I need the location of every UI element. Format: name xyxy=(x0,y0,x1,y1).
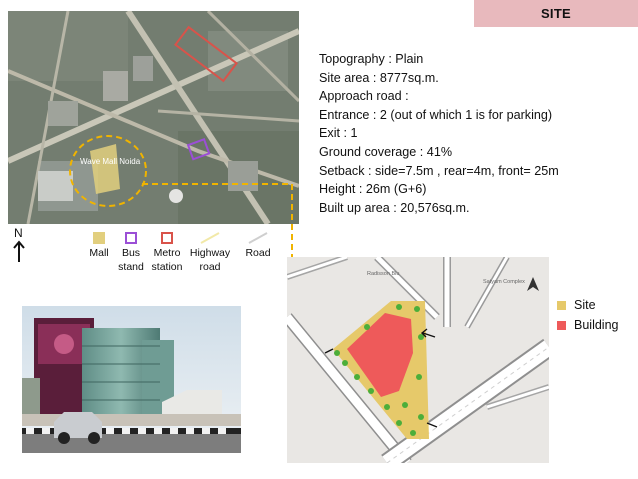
legend-swatch xyxy=(93,232,105,244)
detail-setback: Setback : side=7.5m , rear=4m, front= 25m xyxy=(319,163,559,178)
plan-legend-building xyxy=(557,318,618,332)
legend-highway-road: Highway road xyxy=(187,232,233,274)
plan-label-satyam: Satyam Complex xyxy=(483,279,525,285)
section-tag-label: SITE xyxy=(540,6,572,21)
detail-exit: Exit : 1 xyxy=(319,126,358,141)
north-label: N xyxy=(14,226,23,240)
detail-site-area: Site area : 8777sq.m. xyxy=(319,70,439,85)
detail-built-up-area: Built up area : 20,576sq.m. xyxy=(319,200,470,215)
legend-swatch xyxy=(125,232,137,244)
legend-road: Road xyxy=(243,232,273,260)
legend-bus-stand: Bus stand xyxy=(116,232,146,274)
detail-height: Height : 26m (G+6) xyxy=(319,182,427,197)
legend-swatch xyxy=(557,301,566,310)
building-photo xyxy=(22,306,241,453)
plan-label-radisson: Radisson Blu xyxy=(367,271,400,277)
site-plan-map xyxy=(287,257,549,463)
detail-topography: Topography : Plain xyxy=(319,52,424,66)
legend-swatch xyxy=(199,232,221,244)
legend-mall: Mall xyxy=(86,232,112,260)
site-plan-image xyxy=(287,257,549,463)
plan-legend-label: Building xyxy=(574,318,619,332)
detail-entrance: Entrance : 2 (out of which 1 is for parking) xyxy=(319,107,553,122)
detail-ground-coverage: Ground coverage : 41% xyxy=(319,144,453,159)
legend-metro-station: Metro station xyxy=(149,232,185,274)
map-place-label: Wave Mall Noida xyxy=(80,157,141,166)
plan-legend-site xyxy=(557,298,618,312)
legend-swatch xyxy=(557,321,566,330)
section-tag xyxy=(474,0,638,27)
legend-swatch xyxy=(161,232,173,244)
building-image xyxy=(22,306,241,453)
north-arrow-icon xyxy=(12,240,26,262)
detail-approach-road: Approach road : xyxy=(319,89,409,104)
plan-legend xyxy=(557,298,618,338)
legend-swatch xyxy=(247,232,269,244)
plan-legend-label: Site xyxy=(574,298,596,312)
site-details xyxy=(319,50,634,217)
